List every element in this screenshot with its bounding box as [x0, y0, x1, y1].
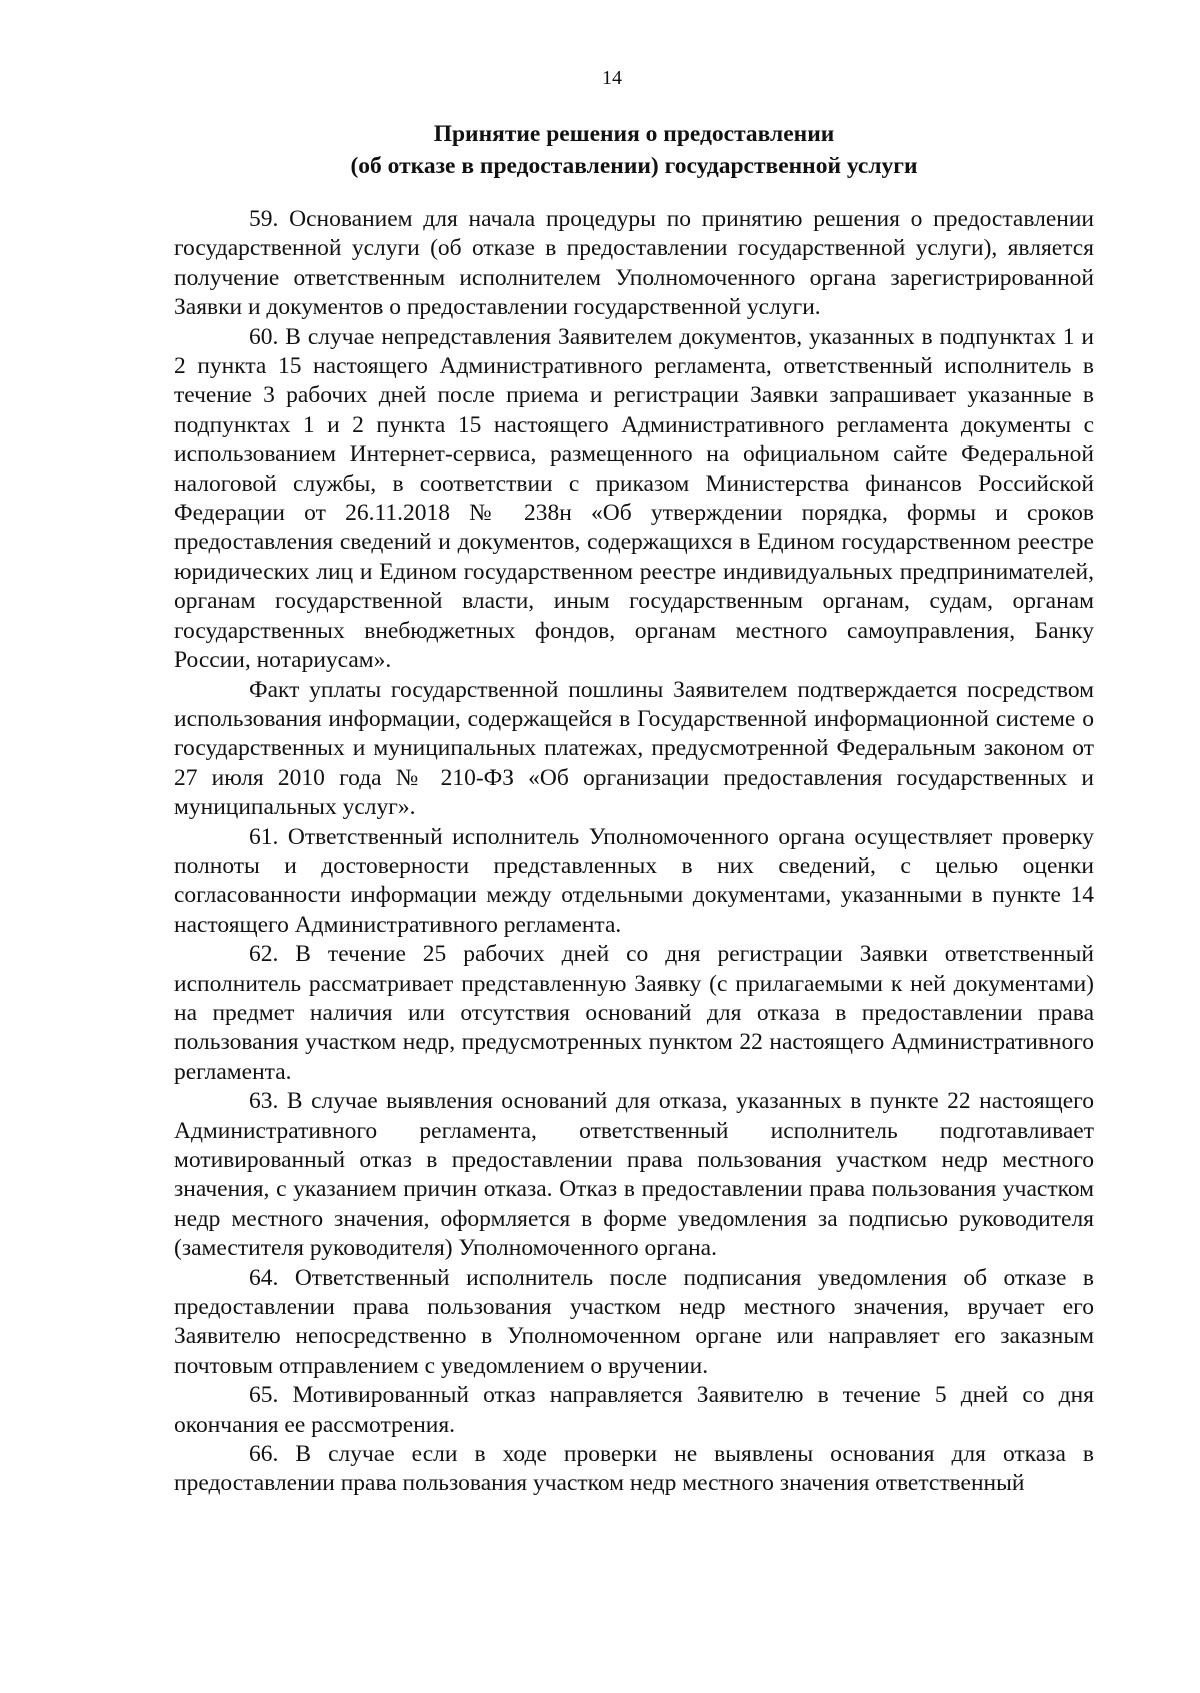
section-heading-line-2: (об отказе в предоставлении) государственной услуги [350, 153, 918, 179]
section-heading [174, 118, 1094, 182]
body-text [174, 205, 1094, 1499]
paragraph-fee-payment: Факт уплаты государственной пошлины Заявителем подтверждается посредством использования информации, содержащейся в Государственной информационной системе о государственных и муниципальных платежах, предусмотренной Федеральным законом от 27 июля 2010 года № 210-ФЗ «Об организации предоставления государственных и муниципальных услуг». [174, 676, 1094, 821]
paragraph-62: 62. В течение 25 рабочих дней со дня регистрации Заявки ответственный исполнитель рассматривает представленную Заявку (с прилагаемыми к ней документами) на предмет наличия или отсутствия оснований для отказа в предоставлении права пользования участком недр, предусмотренных пунктом 22 настоящего Административного регламента. [174, 941, 1094, 1085]
page-number: 14 [602, 67, 622, 89]
section-heading-line-1: Принятие решения о предоставлении [433, 121, 835, 147]
paragraph-66: 66. В случае если в ходе проверки не выявлены основания для отказа в предоставлении права пользования участком недр местного значения ответственный [174, 1441, 1094, 1497]
paragraph-65: 65. Мотивированный отказ направляется Заявителю в течение 5 дней со дня окончания ее рассмотрения. [174, 1382, 1094, 1438]
paragraph-61: 61. Ответственный исполнитель Уполномоченного органа осуществляет проверку полноты и достоверности представленных в них сведений, с целью оценки согласованности информации между отдельными документами, указанными в пункте 14 настоящего Административного регламента. [174, 823, 1094, 938]
paragraph-59: 59. Основанием для начала процедуры по принятию решения о предоставлении государственной услуги (об отказе в предоставлении государственной услуги), является получение ответственным исполнителем Уполномоченного органа зарегистрированной Заявки и документов о предоставлении государственной услуги. [174, 206, 1094, 321]
paragraph-64: 64. Ответственный исполнитель после подписания уведомления об отказе в предоставлении права пользования участком недр местного значения, вручает его Заявителю непосредственно в Уполномоченном органе или направляет его заказным почтовым отправлением с уведомлением о вручении. [174, 1264, 1094, 1379]
paragraph-63: 63. В случае выявления оснований для отказа, указанных в пункте 22 настоящего Административного регламента, ответственный исполнитель подготавливает мотивированный отказ в предоставлении права пользования участком недр местного значения, с указанием причин отказа. Отказ в предоставлении права пользования участком недр местного значения, оформляется в форме уведомления за подписью руководителя (заместителя руководителя) Уполномоченного органа. [174, 1088, 1094, 1262]
paragraph-60: 60. В случае непредставления Заявителем документов, указанных в подпунктах 1 и 2 пункта 15 настоящего Административного регламента, ответственный исполнитель в течение 3 рабочих дней после приема и регистрации Заявки запрашивает указанные в подпунктах 1 и 2 пункта 15 настоящего Административного регламента документы с использованием Интернет-сервиса, размещенного на официальном сайте Федеральной налоговой службы, в соответствии с приказом Министерства финансов Российской Федерации от 26.11.2018 № 238н «Об утверждении порядка, формы и сроков предоставления сведений и документов, содержащихся в Едином государственном реестре юридических лиц и Едином государственном реестре индивидуальных предпринимателей, органам государственной власти, иным государственным органам, судам, органам государственных внебюджетных фондов, органам местного самоуправления, Банку России, нотариусам». [174, 323, 1094, 674]
